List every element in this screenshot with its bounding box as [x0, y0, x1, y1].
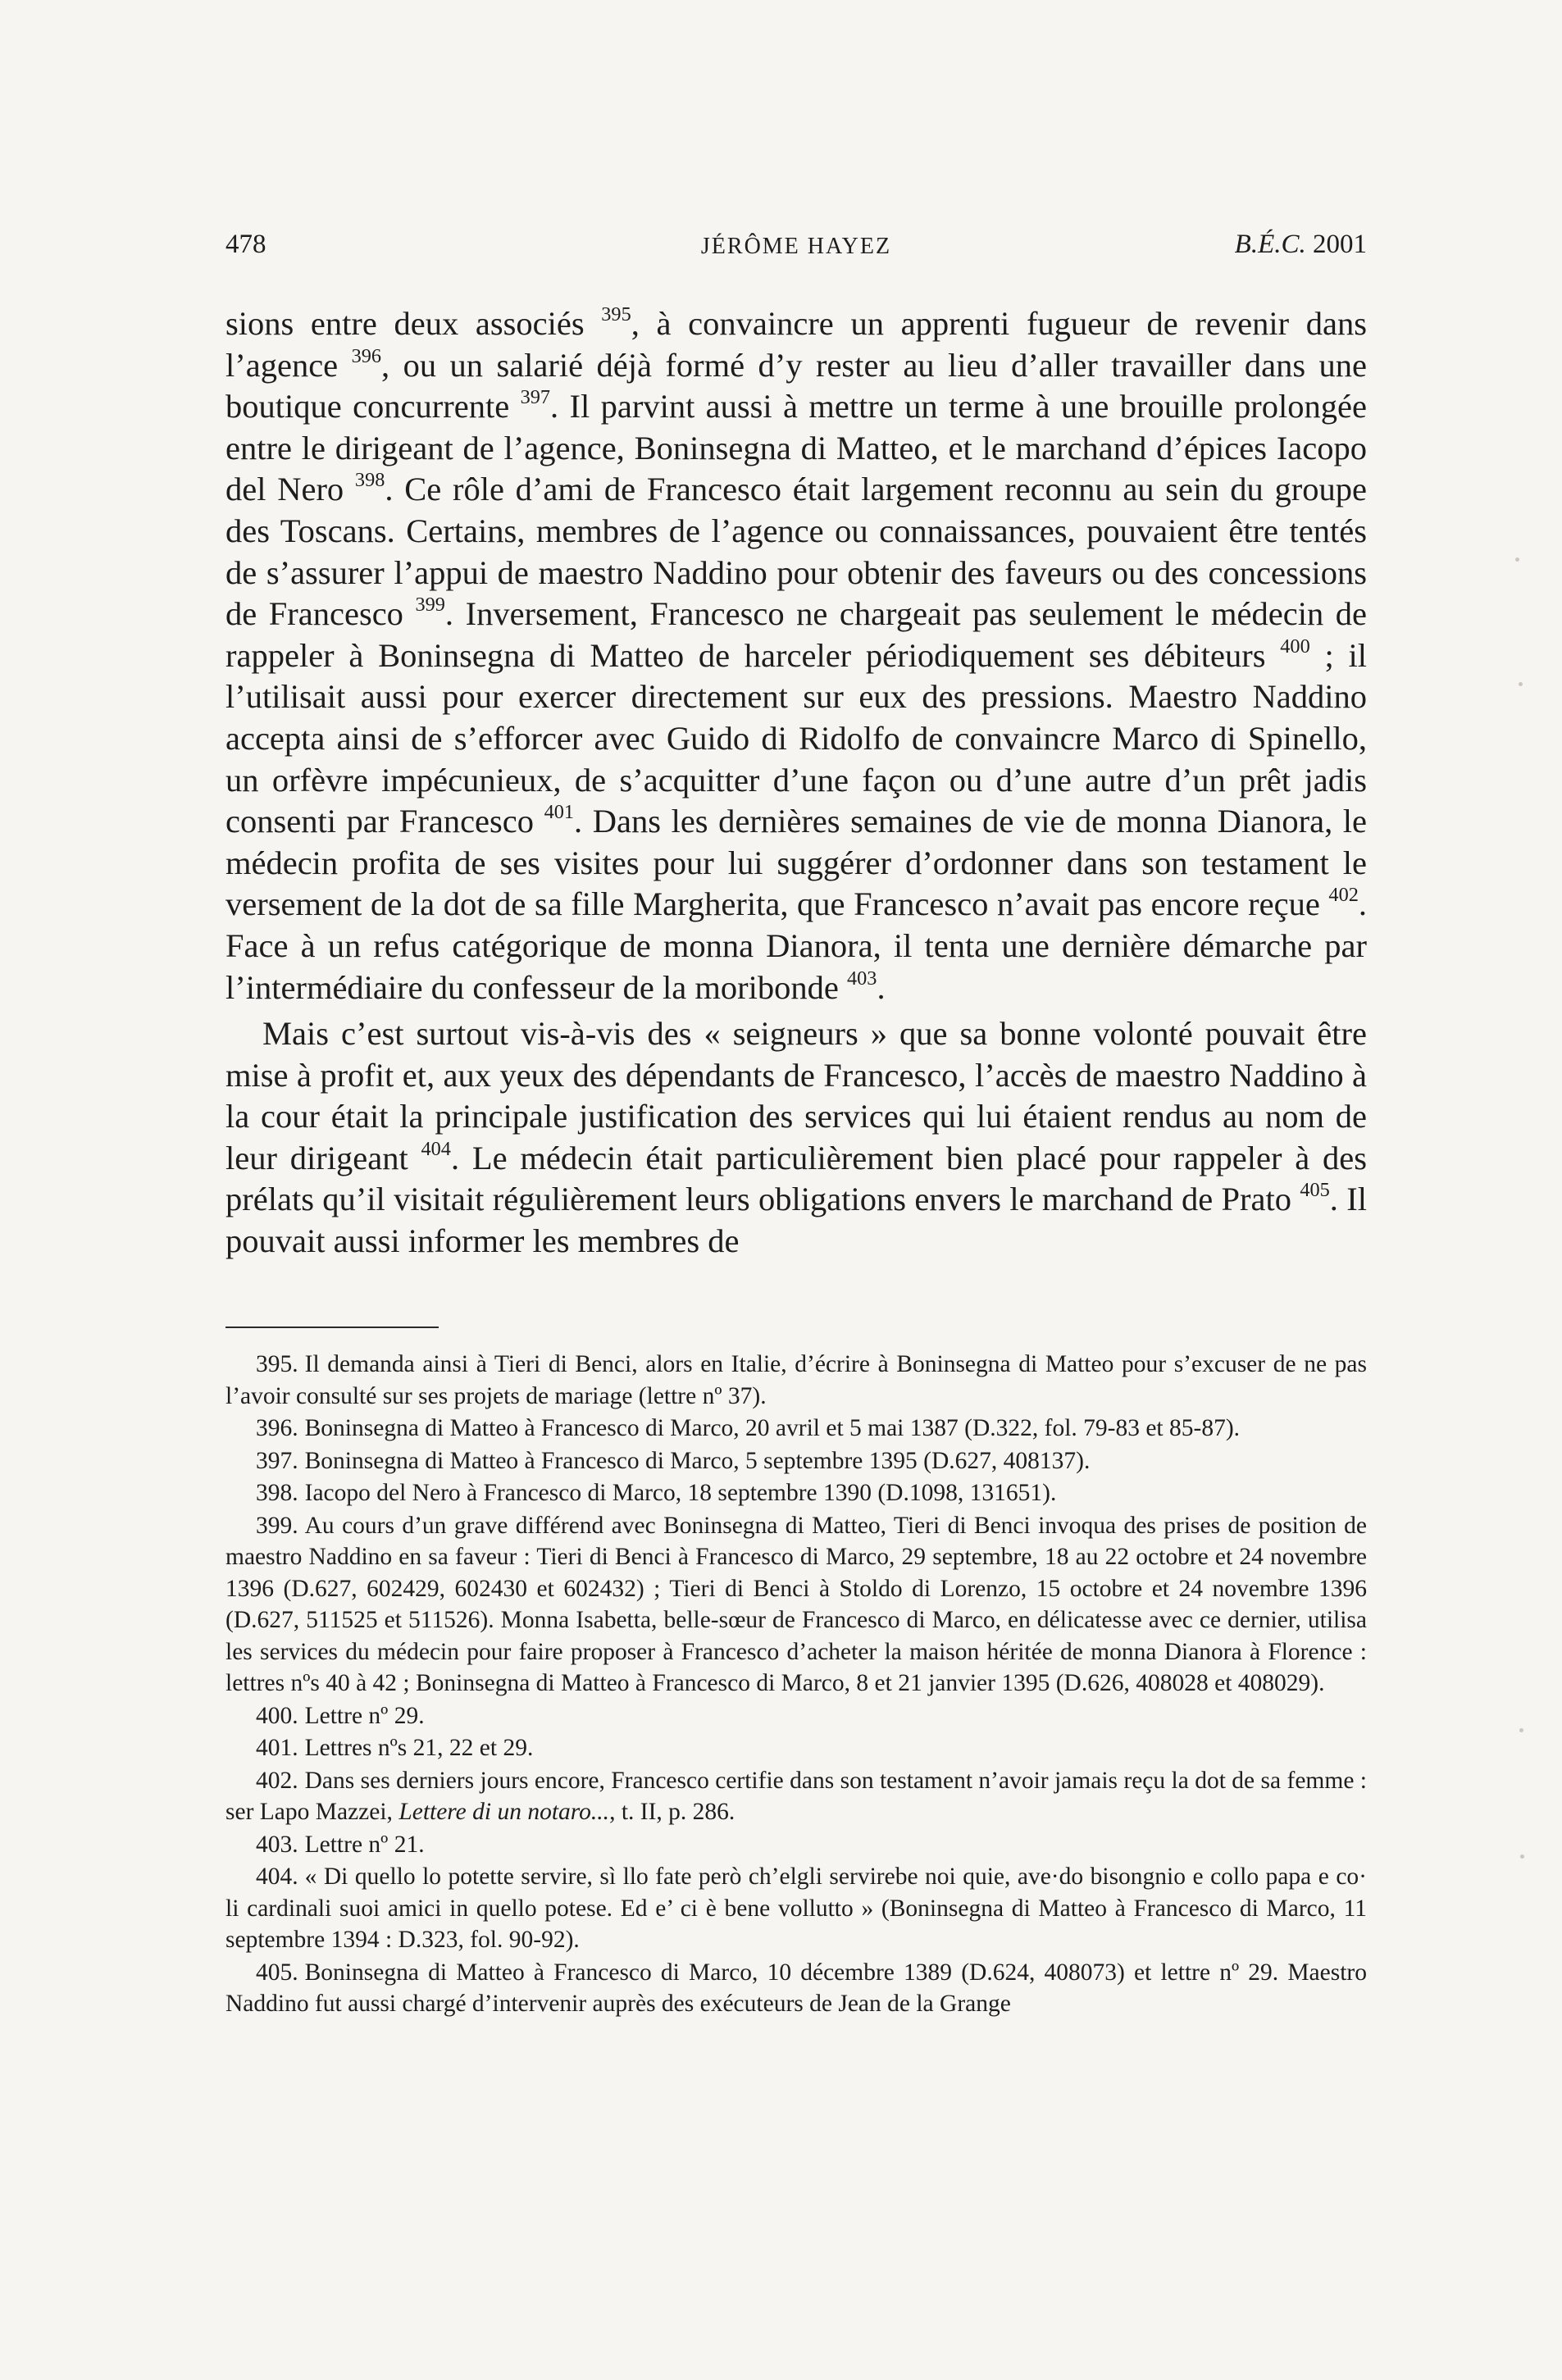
footnote-ref-404[interactable]: 404: [421, 1137, 451, 1160]
footnote-ref-395[interactable]: 395: [601, 303, 631, 325]
journal-year: 2001: [1313, 230, 1367, 259]
footnote-ref-405[interactable]: 405: [1300, 1179, 1330, 1202]
footnote-397: 397. Boninsegna di Matteo à Francesco di Marco, 5 septembre 1395 (D.627, 408137).: [256, 1447, 1091, 1474]
footnote-404: 404. « Di quello lo potette servire, sì llo fate però ch’elgli servirebe noi quie, ave·do bisongnio e collo papa e co· li cardinali suoi amici in quello potese. Ed e’ ci è bene vollutto » (Boninsegna di Matteo à Francesco di Marco, 11 septembre 1394 : D.323, fol. 90-92).: [225, 1863, 1367, 1953]
paper-speck: [1520, 1854, 1524, 1859]
cited-work-title: Lettere di un notaro...: [398, 1799, 610, 1825]
footnote-400: 400. Lettre nº 29.: [256, 1702, 425, 1729]
footnote-401: 401. Lettres nºs 21, 22 et 29.: [256, 1735, 534, 1761]
footnote-405: 405. Boninsegna di Matteo à Francesco di Marco, 10 décembre 1389 (D.624, 408073) et lettre nº 29. Maestro Naddino fut aussi chargé d’intervenir auprès des exécuteurs de Jean de la Grange: [225, 1959, 1367, 2017]
footnote-ref-402[interactable]: 402: [1328, 884, 1359, 907]
footnotes: [225, 1349, 1367, 2020]
paragraph-1: sions entre deux associés $^{395}$, à convaincre un apprenti fugueur de revenir dans l’agence $^{396}$, ou un salarié déjà formé d’y rester au lieu d’aller travailler dans une boutique concurrente $^{397}$. Il parvint aussi à mettre un terme à une brouille prolongée entre le dirigeant de l’agence, Boninsegna di Matteo, et le marchand d’épices Iacopo del Nero $^{398}$. Ce rôle d’ami de Francesco était largement reconnu au sein du groupe des Toscans. Certains, membres de l’agence ou connaissances, pouvaient être tentés de s’assurer l’appui de maestro Naddino pour obtenir des faveurs ou des concessions de Francesco $^{399}$. Inversement, Francesco ne chargeait pas seulement le médecin de rappeler à Boninsegna di Matteo de harceler périodiquement ses débiteurs $^{400}$ ; il l’utilisait aussi pour exercer directement sur eux des pressions. Maestro Naddino accepta ainsi de s’efforcer avec Guido di Ridolfo de convaincre Marco di Spinello, un orfèvre impécunieux, de s’acquitter d’une façon ou d’une autre d’un prêt jadis consenti par Francesco $^{401}$. Dans les dernières semaines de vie de monna Dianora, le médecin profita de ses visites pour lui suggérer d’ordonner dans son testament le versement de la dot de sa fille Margherita, que Francesco n’avait pas encore reçue $^{402}$. Face à un refus catégorique de monna Dianora, il tenta une dernière démarche par l’intermédiaire du confesseur de la moribonde $^{403}$.: [225, 303, 1368, 1006]
footnote-402: 402. Dans ses derniers jours encore, Francesco certifie dans son testament n’avoir jamais reçu la dot de sa femme : ser Lapo Mazzei, Lettere di un notaro..., t. II, p. 286.: [225, 1767, 1367, 1825]
main-text: [225, 303, 1367, 1263]
footnote-396: 396. Boninsegna di Matteo à Francesco di Marco, 20 avril et 5 mai 1387 (D.322, fol. 79-83 et 85-87).: [256, 1415, 1241, 1441]
journal-title: B.É.C.: [1234, 230, 1306, 259]
footnote-403: 403. Lettre nº 21.: [256, 1831, 425, 1858]
footnote-399: 399. Au cours d’un grave différend avec Boninsegna di Matteo, Tieri di Benci invoqua des prises de position de maestro Naddino en sa faveur : Tieri di Benci à Francesco di Marco, 29 septembre, 18 au 22 octobre et 24 novembre 1396 (D.627, 602429, 602430 et 602432) ; Tieri di Benci à Stoldo di Lorenzo, 15 octobre et 24 novembre 1396 (D.627, 511525 et 511526). Monna Isabetta, belle-sœur de Francesco di Marco, en délicatesse avec ce dernier, utilisa les services du médecin pour faire proposer à Francesco d’acheter la maison héritée de monna Dianora à Florence : lettres nºs 40 à 42 ; Boninsegna di Matteo à Francesco di Marco, 8 et 21 janvier 1395 (D.626, 408028 et 408029).: [225, 1512, 1367, 1696]
page-number: 478: [225, 230, 266, 259]
paper-speck: [1515, 557, 1519, 562]
paper-speck: [1519, 682, 1523, 686]
footnote-ref-399[interactable]: 399: [415, 594, 445, 617]
paper-speck: [1519, 1728, 1523, 1732]
footnote-ref-397[interactable]: 397: [520, 386, 551, 409]
footnote-ref-400[interactable]: 400: [1280, 635, 1310, 658]
journal-reference: [1235, 226, 1367, 262]
footnote-ref-396[interactable]: 396: [351, 344, 382, 367]
footnote-398: 398. Iacopo del Nero à Francesco di Marco, 18 septembre 1390 (D.1098, 131651).: [256, 1480, 1057, 1506]
footnote-ref-401[interactable]: 401: [544, 801, 575, 824]
running-header: [225, 226, 1367, 262]
paragraph-2: Mais c’est surtout vis-à-vis des « seigneurs » que sa bonne volonté pouvait être mise à profit et, aux yeux des dépendants de Francesco, l’accès de maestro Naddino à la cour était la principale justification des services qui lui étaient rendus au nom de leur dirigeant $^{404}$. Le médecin était particulièrement bien placé pour rappeler à des prélats qu’il visitait régulièrement leurs obligations envers le marchand de Prato $^{405}$. Il pouvait aussi informer les membres de: [225, 1015, 1367, 1260]
footnote-395: 395. Il demanda ainsi à Tieri di Benci, alors en Italie, d’écrire à Boninsegna di Matteo pour s’excuser de ne pas l’avoir consulté sur ses projets de mariage (lettre nº 37).: [225, 1351, 1367, 1409]
footnote-ref-398[interactable]: 398: [354, 469, 385, 492]
footnote-separator: [225, 1327, 439, 1328]
footnote-ref-403[interactable]: 403: [846, 967, 877, 990]
author-name: JÉRÔME HAYEZ: [700, 234, 892, 259]
